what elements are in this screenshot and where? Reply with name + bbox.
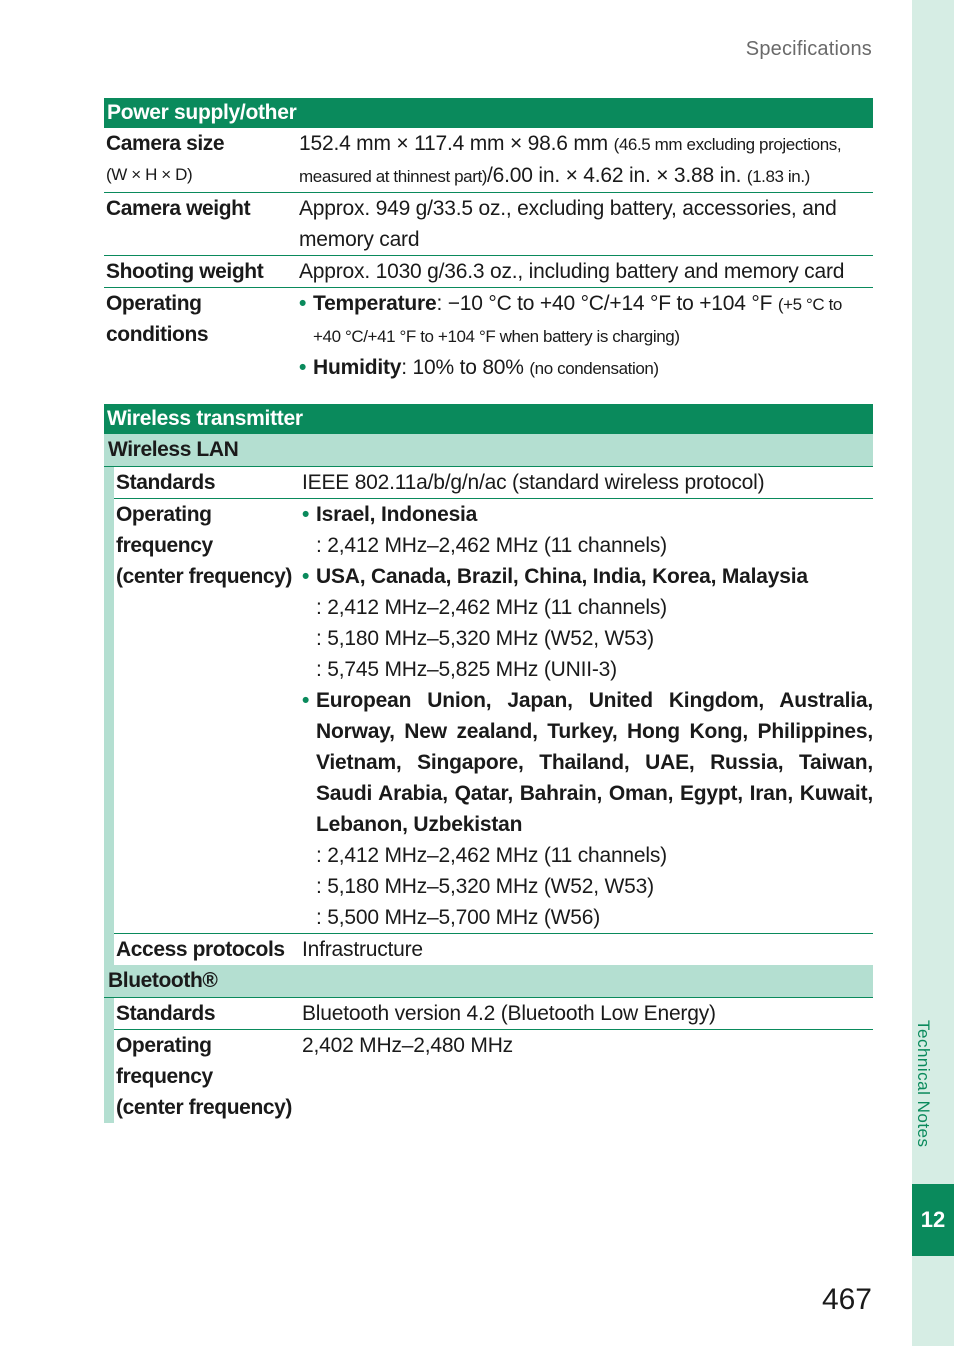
- row-shooting-weight: [104, 256, 873, 288]
- row-lan-standards: [114, 467, 873, 499]
- row-value: 152.4 mm × 117.4 mm × 98.6 mm (46.5 mm excluding projections, measured at thinnest part)/6.00 in. × 4.62 in. × 3.88 in. (1.83 in.): [299, 132, 842, 187]
- row-value: Infrastructure: [302, 938, 423, 961]
- row-label: Operating frequency (center frequency): [116, 503, 293, 588]
- row-label: Shooting weight: [106, 260, 264, 283]
- row-label: Operating conditions: [106, 292, 209, 346]
- row-label: Camera weight: [106, 197, 251, 220]
- section-header-power: Power supply/other: [104, 98, 873, 128]
- row-camera-weight: [104, 193, 873, 256]
- row-value: • Israel, Indonesia : 2,412 MHz–2,462 MHz (11 channels) • USA, Canada, Brazil, China, India, Korea, Malaysia : 2,412 MHz–2,462 MHz (11 channels) : 5,180 MHz–5,320 MHz (W52, W53) : 5,745 MHz–5,825 MHz (UNII-3) • European Union, Japan, United Kingdom, Australia, Norway, New zealand, Turkey, Hong Kong, Philippines, Vietnam, Singapore, Thailand, UAE, Russia, Taiwan, Saudi Arabia, Qatar, Bahrain, Oman, Egypt, Iran, Kuwait, Lebanon, Uzbekistan : 2,412 MHz–2,462 MHz (11 channels) : 5,180 MHz–5,320 MHz (W52, W53) : 5,500 MHz–5,700 MHz (W56): [302, 499, 873, 933]
- row-value: [299, 288, 873, 384]
- row-value: Approx. 949 g/33.5 oz., excluding battery, accessories, and memory card: [299, 197, 837, 251]
- bullet-humidity: • Humidity: 10% to 80% (no condensation): [299, 352, 873, 384]
- row-lan-access: [114, 934, 873, 965]
- subgroup-bar: [104, 467, 114, 965]
- region-item: • European Union, Japan, United Kingdom, Australia, Norway, New zealand, Turkey, Hong Kong, Philippines, Vietnam, Singapore, Thailand, UAE, Russia, Taiwan, Saudi Arabia, Qatar, Bahrain, Oman, Egypt, Iran, Kuwait, Lebanon, Uzbekistan: [302, 685, 873, 840]
- running-head: Specifications: [745, 38, 872, 60]
- row-bt-frequency: [114, 1030, 873, 1123]
- row-label: Standards: [116, 1002, 216, 1025]
- bullet-temperature: • Temperature: −10 °C to +40 °C/+14 °F to +104 °F (+5 °C to +40 °C/+41 °F to +104 °F when battery is charging): [299, 288, 873, 352]
- row-value: Bluetooth version 4.2 (Bluetooth Low Energy): [302, 1002, 716, 1025]
- region-item: • Israel, Indonesia: [302, 499, 873, 530]
- bluetooth-group: [104, 998, 873, 1123]
- row-value: IEEE 802.11a/b/g/n/ac (standard wireless protocol): [302, 471, 765, 494]
- bullet-icon: •: [299, 356, 307, 379]
- row-lan-frequency: [114, 499, 873, 934]
- row-label: Standards: [116, 471, 216, 494]
- subsection-header-wireless-lan: Wireless LAN: [104, 434, 873, 467]
- subsection-header-bluetooth: Bluetooth®: [104, 965, 873, 998]
- row-label: Camera size (W × H × D): [106, 132, 225, 184]
- bullet-icon: •: [302, 565, 310, 588]
- page-number: 467: [821, 1283, 872, 1316]
- row-label: Access protocols: [116, 938, 285, 961]
- row-value: 2,402 MHz–2,480 MHz: [302, 1034, 513, 1057]
- spec-content: [104, 98, 873, 1123]
- bullet-icon: •: [299, 292, 307, 315]
- row-value: Approx. 1030 g/36.3 oz., including battery and memory card: [299, 260, 845, 283]
- row-label: Operating frequency (center frequency): [116, 1034, 293, 1119]
- subgroup-bar: [104, 998, 114, 1123]
- region-item: • USA, Canada, Brazil, China, India, Korea, Malaysia: [302, 561, 873, 592]
- bullet-icon: •: [302, 689, 310, 712]
- row-operating-conditions: [104, 288, 873, 384]
- bullet-icon: •: [302, 503, 310, 526]
- chapter-tab: 12: [912, 1184, 954, 1256]
- wireless-lan-group: [104, 467, 873, 965]
- row-bt-standards: [114, 998, 873, 1030]
- section-header-wireless: Wireless transmitter: [104, 404, 873, 434]
- row-camera-size: [104, 128, 873, 193]
